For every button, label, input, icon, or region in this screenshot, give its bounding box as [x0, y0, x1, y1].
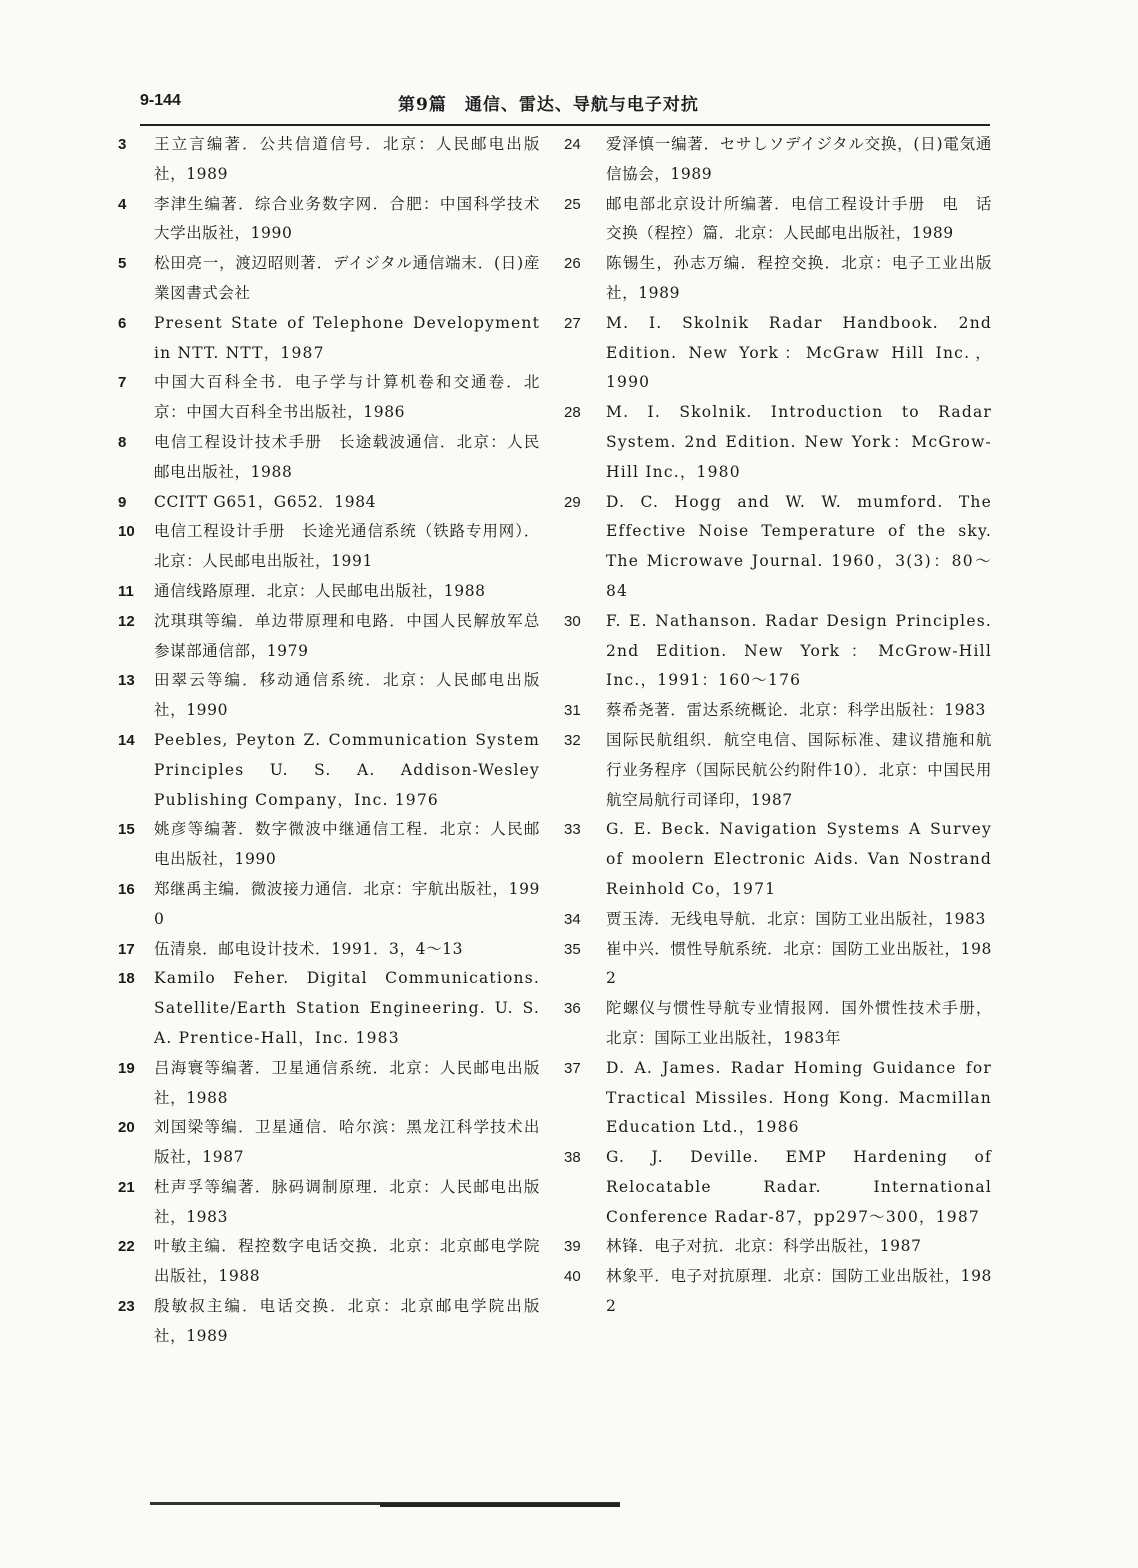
reference-text: 叶敏主编．程控数字电话交换．北京：北京邮电学院出版社，1988	[154, 1237, 540, 1286]
references-right-column	[560, 130, 992, 1322]
reference-number: 7	[118, 374, 127, 392]
reference-number: 18	[118, 970, 135, 988]
footer-rule-thick	[380, 1503, 620, 1507]
reference-item	[560, 815, 992, 904]
reference-text: 殷敏叔主编．电话交换．北京：北京邮电学院出版社，1989	[154, 1297, 540, 1345]
reference-item	[560, 905, 992, 935]
reference-text: 沈琪琪等编．单边带原理和电路．中国人民解放军总参谋部通信部，1979	[154, 611, 540, 660]
reference-number: 32	[564, 731, 581, 749]
reference-item	[110, 815, 540, 875]
chapter-title: 第9篇 通信、雷达、导航与电子对抗	[398, 95, 699, 115]
reference-text: 伍清泉．邮电设计技术．1991．3，4～13	[154, 939, 464, 958]
reference-text: 中国大百科全书．电子学与计算机卷和交通卷．北京：中国大百科全书出版社，1986	[154, 373, 540, 422]
reference-text: 松田亮一，渡辺昭则著．デイジタル通信端末．(日)産業図書式会社	[154, 254, 540, 302]
reference-item	[110, 190, 540, 250]
reference-number: 16	[118, 880, 135, 898]
reference-text: 吕海寰等编著．卫星通信系统．北京：人民邮电出版社，1988	[154, 1058, 540, 1107]
reference-number: 21	[118, 1178, 135, 1196]
reference-number: 23	[118, 1298, 135, 1316]
reference-text: 林锋．电子对抗．北京：科学出版社，1987	[606, 1237, 922, 1256]
reference-number: 36	[564, 1000, 581, 1018]
reference-text: 邮电部北京设计所编著．电信工程设计手册 电 话交换（程控）篇．北京：人民邮电出版社，1989	[606, 194, 992, 243]
reference-number: 33	[564, 821, 581, 839]
page-header	[140, 90, 988, 122]
reference-item	[560, 607, 992, 696]
reference-text: Present State of Telephone Developyment in NTT. NTT，1987	[154, 313, 540, 362]
reference-text: 林象平．电子对抗原理．北京：国防工业出版社，1982	[606, 1267, 992, 1316]
reference-number: 6	[118, 314, 127, 332]
reference-item	[110, 726, 540, 815]
reference-item	[560, 1262, 992, 1322]
reference-number: 17	[118, 940, 135, 958]
reference-text: CCITT G651，G652．1984	[154, 492, 377, 511]
reference-number: 38	[564, 1149, 581, 1167]
reference-item	[560, 130, 992, 190]
reference-text: 杜声孚等编著．脉码调制原理．北京：人民邮电出版社，1983	[154, 1177, 540, 1226]
reference-item	[560, 1054, 992, 1143]
reference-text: 陀螺仪与惯性导航专业情报网．国外惯性技术手册，北京：国际工业出版社，1983年	[606, 999, 992, 1047]
reference-number: 31	[564, 702, 581, 720]
reference-item	[560, 190, 992, 250]
reference-item	[110, 1054, 540, 1114]
reference-item	[110, 935, 540, 965]
reference-number: 15	[118, 821, 135, 839]
reference-text: G. J. Deville. EMP Hardening of Relocatable Radar. International Conference Radar-87，pp297～300，1987	[606, 1148, 992, 1226]
reference-item	[110, 309, 540, 369]
reference-text: M. I. Skolnik. Introduction to Radar System. 2nd Edition. New York：McGrow-Hill Inc.，1980	[606, 403, 992, 481]
reference-number: 3	[118, 136, 127, 153]
reference-item	[110, 488, 540, 518]
reference-text: M. I. Skolnik Radar Handbook. 2nd Edition. New York：McGraw Hill Inc.，1990	[606, 313, 992, 392]
reference-number: 40	[564, 1268, 581, 1286]
reference-text: 崔中兴．惯性导航系统．北京：国防工业出版社，1982	[606, 939, 992, 988]
reference-number: 39	[564, 1238, 581, 1256]
reference-item	[110, 875, 540, 935]
reference-text: 郑继禹主编．微波接力通信．北京：宇航出版社，1990	[154, 879, 540, 928]
reference-number: 26	[564, 255, 581, 273]
reference-item	[560, 726, 992, 815]
reference-item	[560, 1143, 992, 1232]
reference-item	[110, 577, 540, 607]
reference-text: Peebles, Peyton Z. Communication System Principles U. S. A. Addison-Wesley Publishing Company，Inc. 1976	[154, 730, 540, 809]
reference-number: 30	[564, 612, 581, 630]
reference-item	[110, 1292, 540, 1352]
reference-text: 爱泽慎一编著．セサしソデイジタル交换，(日)電気通信協会，1989	[606, 135, 992, 183]
reference-text: 电信工程设计手册 长途光通信系统（铁路专用网）．北京：人民邮电出版社，1991	[154, 522, 540, 571]
reference-number: 8	[118, 433, 127, 451]
reference-number: 19	[118, 1059, 135, 1077]
reference-number: 5	[118, 255, 127, 273]
reference-text: G. E. Beck. Navigation Systems A Survey of moolern Electronic Aids. Van Nostrand Reinhold Co，1971	[606, 820, 992, 898]
reference-item	[560, 1232, 992, 1262]
reference-text: 通信线路原理．北京：人民邮电出版社，1988	[154, 581, 486, 600]
reference-item	[110, 1113, 540, 1173]
reference-number: 4	[118, 195, 127, 213]
reference-item	[110, 428, 540, 488]
reference-number: 24	[564, 136, 581, 153]
reference-text: 电信工程设计技术手册 长途载波通信．北京：人民邮电出版社，1988	[154, 432, 540, 481]
reference-item	[110, 607, 540, 667]
reference-text: 王立言编著．公共信道信号．北京：人民邮电出版社，1989	[154, 135, 540, 183]
reference-number: 27	[564, 314, 581, 332]
reference-item	[560, 309, 992, 398]
reference-number: 35	[564, 940, 581, 958]
reference-item	[560, 935, 992, 995]
reference-text: D. C. Hogg and W. W. mumford. The Effective Noise Temperature of the sky. The Microwave Journal. 1960，3(3)：80～84	[606, 492, 992, 600]
reference-text: 贾玉涛．无线电导航．北京：国防工业出版社，1983	[606, 909, 986, 928]
page-number: 9-144	[140, 92, 181, 109]
reference-text: 姚彦等编著．数字微波中继通信工程．北京：人民邮电出版社，1990	[154, 820, 540, 869]
reference-number: 25	[564, 195, 581, 213]
reference-number: 34	[564, 910, 581, 928]
reference-item	[560, 249, 992, 309]
reference-number: 28	[564, 404, 581, 422]
reference-number: 11	[118, 582, 134, 600]
reference-number: 14	[118, 731, 135, 749]
reference-text: 刘国梁等编．卫星通信．哈尔滨：黑龙江科学技术出版社，1987	[154, 1118, 540, 1167]
reference-text: 田翠云等编．移动通信系统．北京：人民邮电出版社，1990	[154, 671, 540, 720]
reference-number: 22	[118, 1238, 135, 1256]
reference-item	[110, 368, 540, 428]
reference-number: 20	[118, 1119, 135, 1137]
reference-item	[110, 249, 540, 309]
reference-number: 37	[564, 1059, 581, 1077]
reference-number: 12	[118, 612, 135, 630]
reference-number: 29	[564, 493, 581, 511]
reference-text: 李津生编著．综合业务数字网．合肥：中国科学技术大学出版社，1990	[154, 194, 540, 243]
reference-text: Kamilo Feher. Digital Communications. Satellite/Earth Station Engineering. U. S. A. Prentice-Hall，Inc. 1983	[154, 969, 540, 1047]
reference-item	[110, 666, 540, 726]
references-left-column	[110, 130, 540, 1352]
reference-text: 蔡希尧著．雷达系统概论．北京：科学出版社：1983	[606, 701, 986, 720]
reference-number: 9	[118, 493, 127, 511]
reference-item	[560, 488, 992, 607]
reference-number: 10	[118, 523, 135, 541]
reference-text: 国际民航组织．航空电信、国际标准、建议措施和航行业务程序（国际民航公约附件10）．北京：中国民用航空局航行司译印，1987	[606, 730, 992, 809]
reference-item	[560, 696, 992, 726]
header-rule	[140, 124, 990, 126]
reference-item	[110, 1232, 540, 1292]
reference-item	[560, 398, 992, 487]
reference-text: D. A. James. Radar Homing Guidance for Tractical Missiles. Hong Kong. Macmillan Education Ltd.，1986	[606, 1058, 992, 1137]
reference-text: F. E. Nathanson. Radar Design Principles. 2nd Edition. New York：McGrow-Hill Inc.，1991：160～176	[606, 611, 992, 690]
reference-item	[110, 964, 540, 1053]
reference-number: 13	[118, 672, 135, 690]
reference-text: 陈锡生，孙志万编．程控交换．北京：电子工业出版社，1989	[606, 254, 992, 302]
reference-item	[560, 994, 992, 1054]
reference-item	[110, 130, 540, 190]
reference-item	[110, 517, 540, 577]
reference-item	[110, 1173, 540, 1233]
